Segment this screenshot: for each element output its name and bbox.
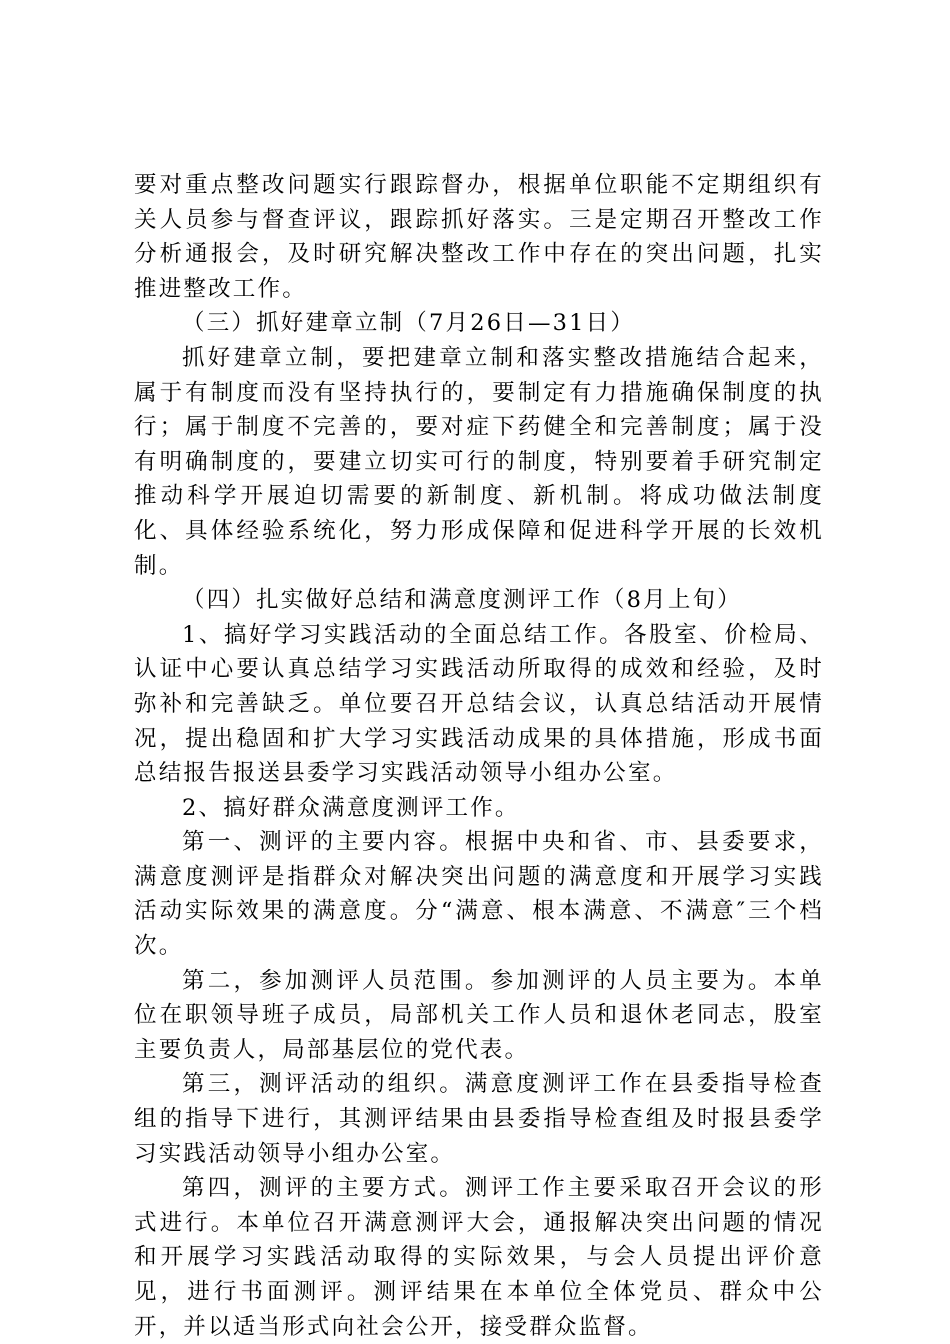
section-heading-summary-evaluation: （四）扎实做好总结和满意度测评工作（8月上旬）	[182, 587, 742, 614]
paragraph-evaluation-organization: 第三，测评活动的组织。满意度测评工作在县委指导检查组的指导下进行，其测评结果由县委指导检查组及时报县委学习实践活动领导小组办公室。	[134, 1071, 824, 1167]
paragraph-rules-system: 抓好建章立制，要把建章立制和落实整改措施结合起来，属于有制度而没有坚持执行的，要制定有力措施确保制度的执行；属于制度不完善的，要对症下药健全和完善制度；属于没有明确制度的，要建立切实可行的制度，特别要着手研究制定推动科学开展迫切需要的新制度、新机制。将成功做法制度化、具体经验系统化，努力形成保障和促进科学开展的长效机制。	[134, 344, 824, 579]
document-body	[134, 168, 824, 1344]
paragraph-rectification-supervision: 要对重点整改问题实行跟踪督办，根据单位职能不定期组织有关人员参与督查评议，跟踪抓好落实。三是定期召开整改工作分析通报会，及时研究解决整改工作中存在的突出问题，扎实推进整改工作。	[134, 172, 824, 302]
paragraph-evaluation-method: 第四，测评的主要方式。测评工作主要采取召开会议的形式进行。本单位召开满意测评大会，通报解决突出问题的情况和开展学习实践活动取得的实际效果，与会人员提出评价意见，进行书面测评。测评结果在本单位全体党员、群众中公开，并以适当形式向社会公开，接受群众监督。	[134, 1175, 824, 1340]
paragraph-satisfaction-evaluation: 2、搞好群众满意度测评工作。	[182, 794, 520, 821]
paragraph-summary-work: 1、搞好学习实践活动的全面总结工作。各股室、价检局、认证中心要认真总结学习实践活动所取得的成效和经验，及时弥补和完善缺乏。单位要召开总结会议，认真总结活动开展情况，提出稳固和扩大学习实践活动成果的具体措施，形成书面总结报告报送县委学习实践活动领导小组办公室。	[134, 621, 824, 787]
section-heading-rules-system: （三）抓好建章立制（7月26日—31日）	[182, 310, 636, 337]
paragraph-evaluation-content: 第一、测评的主要内容。根据中央和省、市、县委要求，满意度测评是指群众对解决突出问题的满意度和开展学习实践活动实际效果的满意度。分“满意、根本满意、不满意″三个档次。	[134, 829, 824, 960]
paragraph-evaluation-participants: 第二，参加测评人员范围。参加测评的人员主要为。本单位在职领导班子成员，局部机关工作人员和退休老同志，股室主要负责人，局部基层位的党代表。	[134, 967, 824, 1063]
